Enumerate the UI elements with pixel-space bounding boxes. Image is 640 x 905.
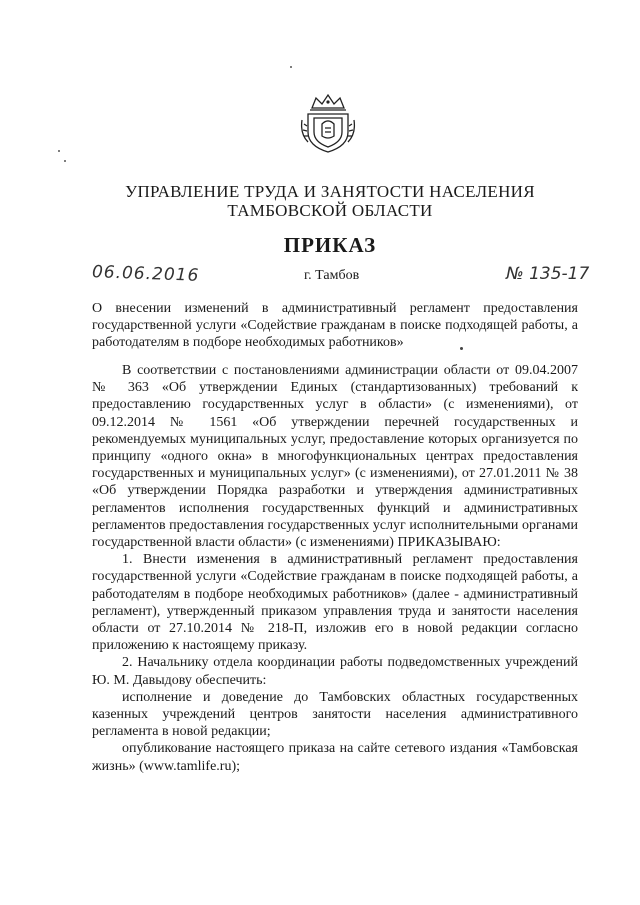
item-2-subitem-a: исполнение и доведение до Тамбовских областных государственных казенных учреждений центров занятости населения административного регламента в новой редакции; bbox=[92, 689, 578, 740]
item-2-paragraph: 2. Начальнику отдела координации работы подведомственных учреждений Ю. М. Давыдову обеспечить: bbox=[92, 655, 578, 688]
document-city: г. Тамбов bbox=[304, 268, 360, 283]
handwritten-date: 06.06.2016 bbox=[91, 262, 200, 286]
item-1-paragraph: 1. Внести изменения в административный регламент предоставления государственной услуги «Содействие гражданам в поиске подходящей работы, а работодателям в подборе необходимых работников» (далее - административный регламент), утвержденный приказом управления труда и занятости населения области от 27.10.2014 № 218-П, изложив его в новой редакции согласно приложению к настоящему приказу. bbox=[92, 552, 578, 654]
item-2-subitem-b: опубликование настоящего приказа на сайте сетевого издания «Тамбовская жизнь» (www.tamlife.ru); bbox=[92, 741, 578, 774]
scan-speck bbox=[58, 150, 60, 152]
scan-speck bbox=[460, 347, 463, 350]
organization-name-line1: УПРАВЛЕНИЕ ТРУДА И ЗАНЯТОСТИ НАСЕЛЕНИЯ bbox=[125, 182, 535, 201]
organization-name-line2: ТАМБОВСКОЙ ОБЛАСТИ bbox=[227, 201, 433, 220]
order-body bbox=[92, 362, 578, 775]
order-subject: О внесении изменений в административный регламент предоставления государственной услуги «Содействие гражданам в поиске подходящей работы, а работодателям в подборе необходимых работников» bbox=[92, 301, 578, 350]
tambov-coat-of-arms-icon bbox=[298, 90, 358, 154]
document-title: ПРИКАЗ bbox=[283, 233, 377, 257]
handwritten-order-number: № 135-17 bbox=[506, 264, 590, 284]
scan-speck bbox=[290, 66, 292, 68]
preamble-paragraph: В соответствии с постановлениями администрации области от 09.04.2007 № 363 «Об утверждении Единых (стандартизованных) требований к предоставлению государственных услуг в области» (с изменениями), от 09.12.2014 № 1561 «Об утверждении перечней государственных и рекомендуемых муниципальных услуг, предоставление которых организуется по принципу «одного окна» в многофункциональных центрах предоставления государственных и муниципальных услуг» (с изменениями), от 27.01.2011 № 38 «Об утверждении Порядка разработки и утверждения административных регламентов исполнения государственных функций и административных регламентов предоставления государственных услуг исполнительными органами государственной власти области» (с изменениями) ПРИКАЗЫВАЮ: bbox=[92, 363, 578, 551]
scan-speck bbox=[64, 160, 66, 162]
